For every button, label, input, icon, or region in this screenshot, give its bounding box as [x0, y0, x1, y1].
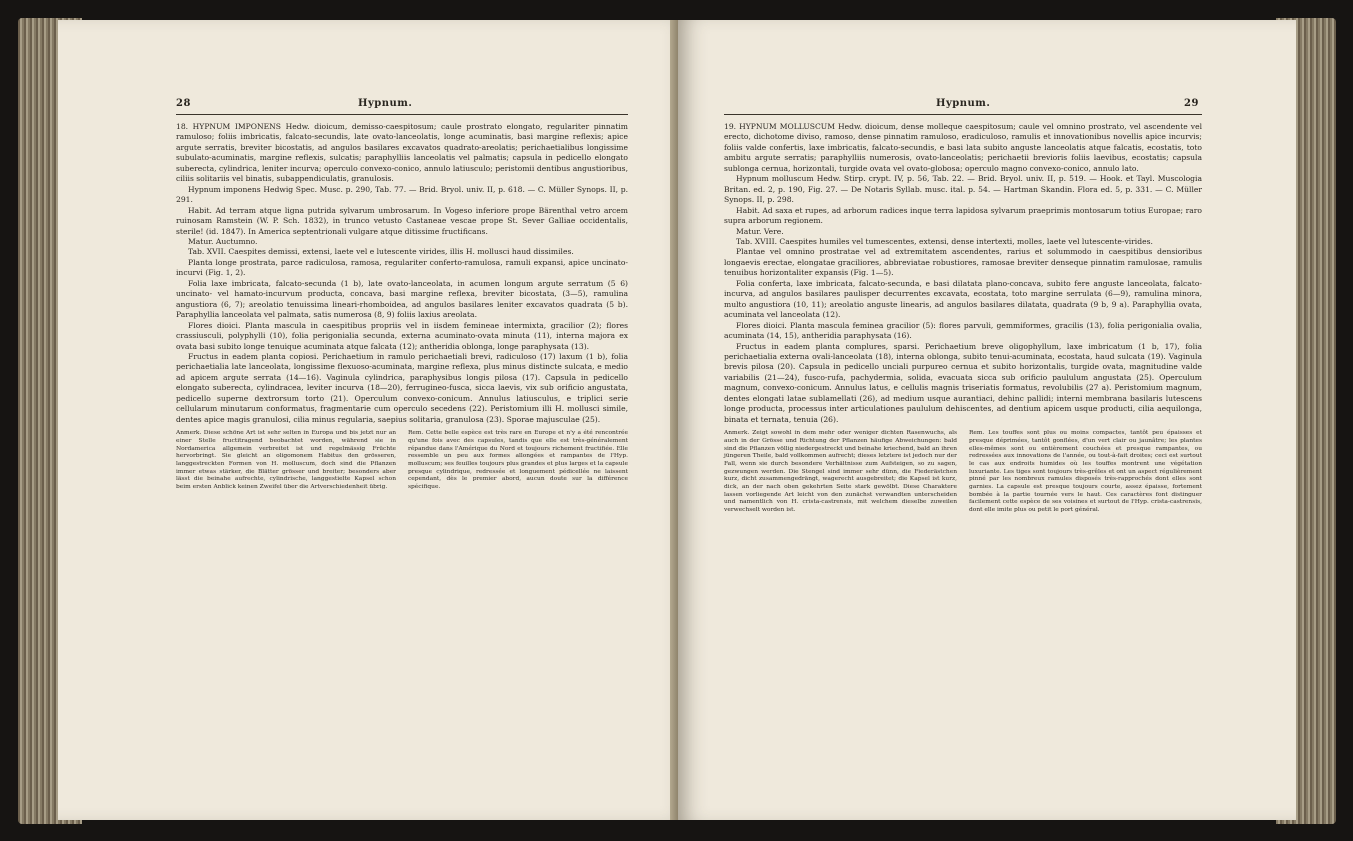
- paragraph: Flores dioici. Planta mascula feminea gracilior (5): flores parvuli, gemmiformes, gracilis (13), folia perigonialia ovalia, acuminata (14, 15), antheridia paraphysata (16).: [724, 320, 1202, 341]
- paragraph: Fructus in eadem planta complures, sparsi. Perichaetium breve oligophyllum, laxe imbricatum (1 b, 17), folia perichaetialia externa ovali-lanceolata (18), interna oblonga, subito tenui-acuminata, ecostata, haud sulcata (19). Vaginula brevis pilosa (20). Capsula in pedicello unciali purpureo cernua et subito horizontalis, turgide ovata, magnitudine valde variabilis (21—24), fusco-rufa, pachydermia, solida, evacuata sicca sub orificio paululum angustata (25). Operculum magnum, convexo-conicum. Annulus latus, e cellulis magnis triseriatis formatus, revolubilis (27 a). Peristomium magnum, dentes elongati latae sublamellati (26), ad medium usque aurantiaci, dehinc pallidi; interni membrana basilaris lutescens longe producta, processus inter articulationes paululum dehiscentes, ad dentium apicem usque producti, cilia aequilonga, binata et ternata, tenuia (26).: [724, 341, 1202, 424]
- paragraph: Fructus in eadem planta copiosi. Perichaetium in ramulo perichaetiali brevi, radiculoso (17) laxum (1 b), folia perichaetialia late lanceolata, longissime flexuoso-acuminata, margine reflexa, plus minus distincte sulcata, e medio ad apicem argute serrata (14—16). Vaginula cylindrica, paraphysibus longis pilosa (17). Capsula in pedicello elongato suberecta, cylindracea, leviter incurva (18—20), ferrugineo-fusca, sicca laevis, vix sub orificio angustata, pedicello superne dextrorsum torto (21). Operculum convexo-conicum. Annulus latiusculus, e triplici serie cellularum minutarum conformatus, fragmentarie cum operculo secedens (22). Peristomium illi H. mollusci simile, dentes apice magis granulosi, cilia minus regularia, saepius solitaria, granulosa (23). Sporae majusculae (25).: [176, 351, 628, 424]
- page-number: 29: [1184, 98, 1199, 109]
- right-page: [678, 20, 1296, 820]
- note-german: Anmerk. Zeigt sowohl in dem mehr oder weniger dichten Rasenwuchs, als auch in der Grösse und Richtung der Pflanzen häufige Abweichungen: bald sind die Pflanzen völlig niedergestreckt und beinahe kriechend, bald an ihren jüngeren Theile, bald vollkommen aufrecht; dieses letztere ist jedoch nur der Fall, wenn sie durch besondere Verhältnisse zum Aufsteigen, so zu sagen, gezwungen werden. Die Stengel sind immer sehr dünn, die Fiederästchen kurz, dicht zusammengedrängt, wagerecht ausgebreitet; die Kapsel ist kurz, dick, an der nach oben gekehrten Seite stark gewölbt. Diese Charaktere lassen vorliegende Art leicht von den zunächst verwandten unterscheiden und namentlich von H. crista-castrensis, mit welchem dieselbe zuweilen verwechselt worden ist.: [724, 430, 957, 514]
- paragraph: Hypnum imponens Hedwig Spec. Musc. p. 290, Tab. 77. — Brid. Bryol. univ. II, p. 618. — C. Müller Synops. II, p. 291.: [176, 184, 628, 205]
- paragraph: Habit. Ad terram atque ligna putrida sylvarum umbrosarum. In Vogeso inferiore prope Bärenthal vetro arcem ruinosam Ramstein (W. P. Sch. 1832), in trunco vetusto Castaneae vescae prope St. Sever Galliae occidentalis, sterile! (id. 1847). In America septentrionali vulgare atque ditissime fructificans.: [176, 205, 628, 236]
- species-heading: 18. HYPNUM IMPONENS Hedw. dioicum, demisso-caespitosum; caule prostrato elongato, regulariter pinnatim ramuloso; foliis imbricatis, falcato-secundis, late ovato-lanceolatis, longe acuminatis, basi margine reflexis; apice argute serratis, breviter bicostatis, ad angulos basilares excavatos quadrato-areolatis; perichaetialibus longissime subulato-acuminatis, margine reflexis, sulcatis; paraphylliis lanceolatis vel palmatis; capsula in pedicello elongato suberecta, cylindrica, leniter incurva; operculo convexo-conico, annulo latiusculo; peristomii dentibus angustioribus, ciliis solitariis vel binatis, subappendiculatis, granulosis.: [176, 122, 628, 184]
- page-body: [724, 122, 1202, 515]
- notes: [724, 430, 1202, 515]
- header-rule: [176, 114, 628, 115]
- paragraph: Tab. XVII. Caespites demissi, extensi, laete vel e lutescente virides, illis H. mollusci haud dissimiles.: [188, 247, 574, 257]
- left-page: [58, 20, 692, 820]
- page-body: [176, 122, 628, 492]
- page-number: 28: [176, 98, 191, 109]
- paragraph: Tab. XVIII. Caespites humiles vel tumescentes, extensi, dense intertexti, molles, laete vel lutescente-virides.: [736, 236, 1153, 246]
- header-rule: [724, 114, 1202, 115]
- book-spread: [18, 14, 1336, 830]
- note-german: Anmerk. Diese schöne Art ist sehr selten in Europa und bis jetzt nur an einer Stelle fructitragend beobachtet worden, während sie in Nordamerica allgemein verbreitet ist und regelmässig Früchte hervorbringt. Sie gleicht an oligomonem Habitus den grösseren, langgestreckten Formen von H. molluscum, doch sind die Pflanzen immer etwas stärker, die Blätter grösser und breiter; besonders aber lässt die beinahe aufrechte, cylindrische, langgestielte Kapsel schon beim ersten Anblick keinen Zweifel über die Artverschiedenheit übrig.: [176, 430, 396, 491]
- paragraph: Planta longe prostrata, parce radiculosa, ramosa, regulariter conferto-ramulosa, ramuli expansi, apice uncinato-incurvi (Fig. 1, 2).: [176, 257, 628, 278]
- running-head: Hypnum.: [358, 98, 413, 109]
- note-french: Rem. Cette belle espèce est très rare en Europe et n'y a été rencontrée qu'une fois avec des capsules, tandis que elle est très-généralement répandue dans l'Amérique du Nord et toujours richement fructifiée. Elle ressemble un peu aux formes allongées et rampantes de l'Hyp. molluscum; ses feuilles toujours plus grandes et plus larges et la capsule presque cylindrique, redressée et longuement pédicellée ne laissent cependant, dès le premier abord, aucun doute sur la différence spécifique.: [408, 430, 628, 491]
- running-head: Hypnum.: [936, 98, 991, 109]
- paragraph: Hypnum molluscum Hedw. Stirp. crypt. IV, p. 56, Tab. 22. — Brid. Bryol. univ. II, p. 519. — Hook. et Tayl. Muscologia Britan. ed. 2, p. 190, Fig. 27. — De Notaris Syllab. musc. ital. p. 54. — Hartman Skandin. Flora ed. 5, p. 331. — C. Müller Synops. II, p. 298.: [724, 174, 1202, 205]
- paragraph: Matur. Vere.: [736, 226, 784, 236]
- paragraph: Flores dioici. Planta mascula in caespitibus propriis vel in iisdem femineae intermixta, gracilior (2); flores crassiusculi, polyphylli (10), folia perigonialia secunda, externa acuminato-ovata minuta (11), interna majora ex ovata basi subito longe tenuique acuminata atque falcata (12); antheridia oblonga, longe paraphysata (13).: [176, 320, 628, 351]
- paragraph: Folia conferta, laxe imbricata, falcato-secunda, e basi dilatata plano-concava, subito fere anguste lanceolata, falcato-incurva, ad angulos basilares paulisper decurrentes excavata, ecostata, toto margine serrulata (6—9), ramulina minora, multo angustiora (10, 11); areolatio anguste linearis, ad angulos basilares dilatata, quadrata (9 b, 9 a). Paraphyllia ovata, acuminata vel lanceolata (12).: [724, 278, 1202, 320]
- paragraph: Plantae vel omnino prostratae vel ad extremitatem ascendentes, rarius et solummodo in caespitibus densioribus longaevis erectae, elongatae graciliores, abbreviatae robustiores, ramosae breviter denseque pinnatim ramulosae, ramulis tenuibus horizontaliter expansis (Fig. 1—5).: [724, 247, 1202, 278]
- paragraph: Habit. Ad saxa et rupes, ad arborum radices inque terra lapidosa sylvarum praeprimis montosarum totius Europae; raro supra arborum regionem.: [724, 205, 1202, 226]
- paragraph: Folia laxe imbricata, falcato-secunda (1 b), late ovato-lanceolata, in acumen longum argute serratum (5 6) uncinato- vel hamato-incurvum producta, concava, basi margine reflexa, breviter bicostata, (3—5), ramulina angustiora (6, 7); areolatio tenuissima lineari-rhomboidea, ad angulos basilares leniter excavatos quadrata (5 b). Paraphyllia lanceolata vel palmata, satis numerosa (8, 9) foliis laxius areolata.: [176, 278, 628, 320]
- notes: [176, 430, 628, 492]
- note-french: Rem. Les touffes sont plus ou moins compactes, tantôt peu épaisses et presque déprimées, tantôt gonflées, d'un vert clair ou jaunâtre; les plantes elles-mêmes sont ou entièrement couchées et presque rampantes, ou redressées aux innovations de l'année, ou tout-à-fait droites; ceci est surtout le cas aux endroits humides où les touffes montrent une végétation luxuriante. Les tiges sont toujours très-grêles et ont un aspect régulièrement pinné par les nombreux ramules disposés très-rapprochés dont elles sont garnies. La capsule est presque toujours courte, assez épaisse, fortement bombée à la partie tournée vers le haut. Ces caractères font distinguer facilement cette espèce de ses voisines et surtout de l'Hyp. crista-castrensis, dont elle imite plus ou petit le port général.: [969, 430, 1202, 514]
- species-heading: 19. HYPNUM MOLLUSCUM Hedw. dioicum, dense molleque caespitosum; caule vel omnino prostrato, vel ascendente vel erecto, dichotome diviso, ramoso, dense pinnatim ramuloso, eradiculoso, ramulis et innovationibus novellis apice incurvis; foliis valde confertis, laxe imbricatis, falcato-secundis, e basi lata subito anguste lanceolatis atque falcatis, ecostatis, toto ambitu argute serratis; paraphylliis numerosis, ovato-lanceolatis; perichaetii brevioris foliis laevibus, ecostatis; capsula sublonga cernua, horizontali, turgide ovata vel ovato-globosa; operculo magno convexo-conico, annulo lato.: [724, 122, 1202, 173]
- paragraph: Matur. Auctumno.: [188, 236, 258, 246]
